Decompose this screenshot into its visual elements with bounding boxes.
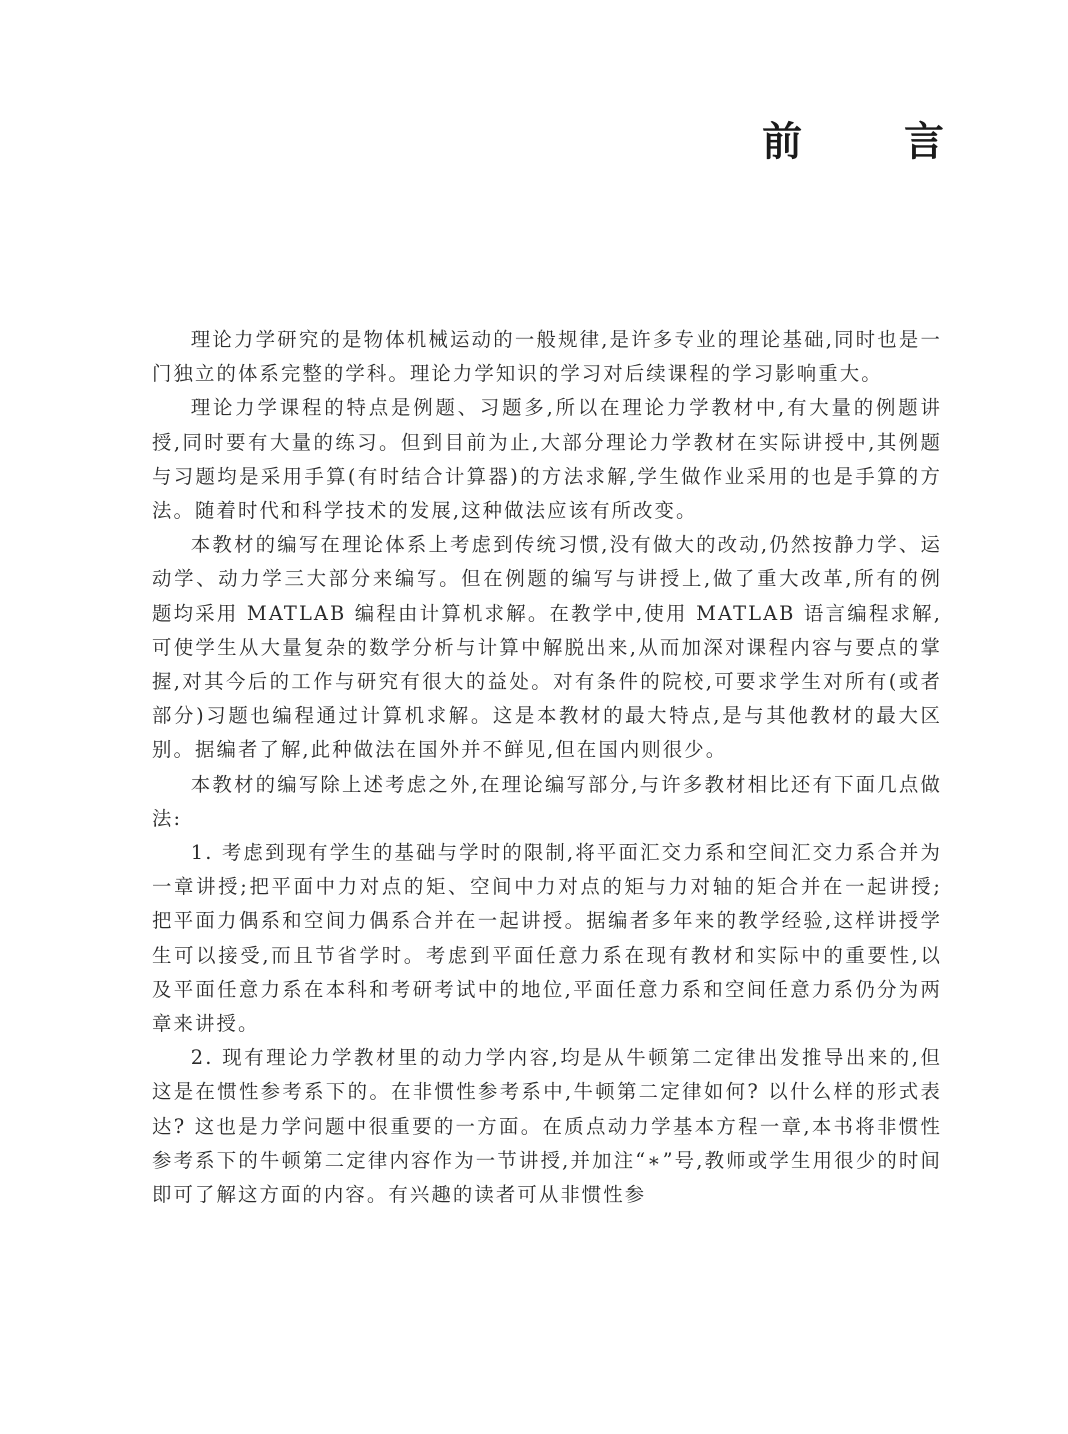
paragraph-item-2: 2. 现有理论力学教材里的动力学内容,均是从牛顿第二定律出发推导出来的,但这是在惯性参考系下的。在非惯性参考系中,牛顿第二定律如何? 以什么样的形式表达? 这也是力学问题中很重要的一方面。在质点动力学基本方程一章,本书将非惯性参考系下的牛顿第二定律内容作为一节讲授,并加注“∗”号,教师或学生用很少的时间即可了解这方面的内容。有兴趣的读者可从非惯性参: [152, 1046, 942, 1207]
page-title: 前 言: [762, 119, 988, 165]
paragraph-2: 理论力学课程的特点是例题、习题多,所以在理论力学教材中,有大量的例题讲授,同时要有大量的练习。但到目前为止,大部分理论力学教材在实际讲授中,其例题与习题均是采用手算(有时结合计算器)的方法求解,学生做作业采用的也是手算的方法。随着时代和科学技术的发展,这种做法应该有所改变。: [152, 396, 942, 523]
paragraph-item-1: 1. 考虑到现有学生的基础与学时的限制,将平面汇交力系和空间汇交力系合并为一章讲授;把平面中力对点的矩、空间中力对点的矩与力对轴的矩合并在一起讲授;把平面力偶系和空间力偶系合并在一起讲授。据编者多年来的教学经验,这样讲授学生可以接受,而且节省学时。考虑到平面任意力系在现有教材和实际中的重要性,以及平面任意力系在本科和考研考试中的地位,平面任意力系和空间任意力系仍分为两章来讲授。: [152, 841, 942, 1036]
preface-body: [152, 323, 942, 1212]
paragraph-3: 本教材的编写在理论体系上考虑到传统习惯,没有做大的改动,仍然按静力学、运动学、动力学三大部分来编写。但在例题的编写与讲授上,做了重大改革,所有的例题均采用 MATLAB 编程由计算机求解。在教学中,使用 MATLAB 语言编程求解,可使学生从大量复杂的数学分析与计算中解脱出来,从而加深对课程内容与要点的掌握,对其今后的工作与研究有很大的益处。对有条件的院校,可要求学生对所有(或者部分)习题也编程通过计算机求解。这是本教材的最大特点,是与其他教材的最大区别。据编者了解,此种做法在国外并不鲜见,但在国内则很少。: [152, 533, 942, 762]
paragraph-1: 理论力学研究的是物体机械运动的一般规律,是许多专业的理论基础,同时也是一门独立的体系完整的学科。理论力学知识的学习对后续课程的学习影响重大。: [152, 328, 942, 386]
paragraph-4: 本教材的编写除上述考虑之外,在理论编写部分,与许多教材相比还有下面几点做法:: [152, 772, 942, 830]
